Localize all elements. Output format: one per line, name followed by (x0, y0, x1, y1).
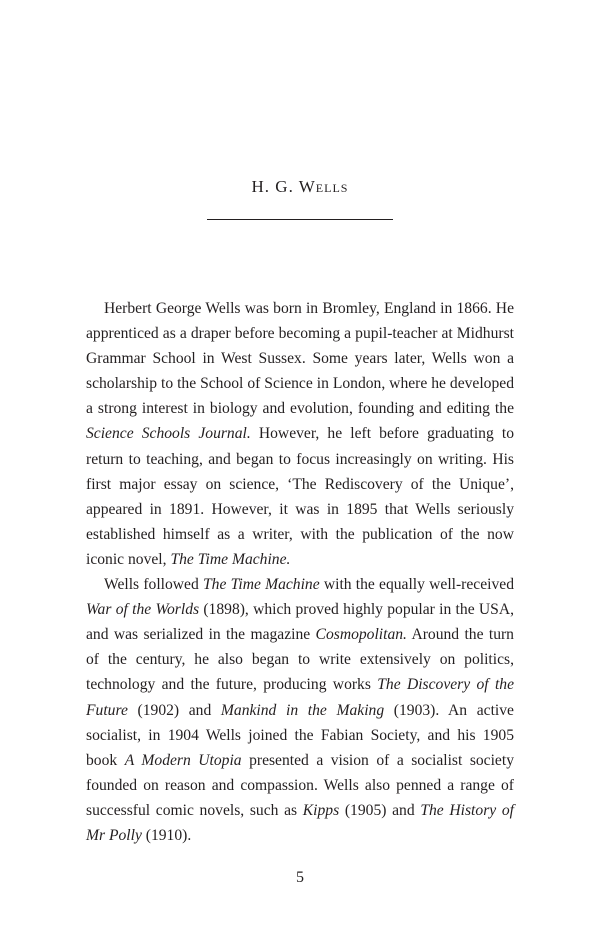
italic-title: The History of Mr Polly (86, 801, 514, 844)
italic-title: War of the Worlds (86, 601, 200, 619)
text-run: Herbert George Wells was born in Bromley, England in 1866. He apprenticed as a draper before becoming a pupil-teacher at Midhurst Grammar School in West Sussex. Some years later, Wells won a scholarship to the School of Science in London, where he developed a strong interest in biology and evolution, founding and editing the (86, 300, 514, 418)
italic-title: A Modern Utopia (124, 751, 242, 769)
italic-title: Kipps (302, 801, 340, 819)
text-run: (1902) and (127, 701, 221, 719)
text-run: (1898), which proved highly popular in the USA, and was serialized in the magazine (86, 601, 514, 644)
italic-title: Mankind in the Making (220, 701, 385, 719)
italic-title: The Time Machine. (170, 550, 291, 568)
paragraph (86, 572, 514, 848)
text-run: (1903). An active socialist, in 1904 Wells joined the Fabian Society, and his 1905 book (86, 701, 514, 769)
italic-title: The Discovery of the Future (86, 676, 514, 719)
italic-title: Cosmopolitan. (315, 626, 407, 644)
text-run: (1905) and (339, 801, 421, 819)
paragraph (86, 296, 514, 572)
text-run: with the equally well-received (319, 576, 514, 594)
page-title: H. G. Wells (251, 177, 349, 196)
text-run: However, he left before graduating to return to teaching, and began to focus increasingly on writing. His first major essay on science, ‘The Rediscovery of the Unique’, appeared in 1891. However, it was in 1895 that Wells seriously established himself as a writer, with the publication of the now iconic novel, (86, 425, 515, 568)
text-run: (1910). (141, 826, 192, 844)
body-text (86, 296, 514, 848)
text-run: Around the turn of the century, he also began to write extensively on politics, technology and the future, producing works (86, 626, 514, 694)
italic-title: Science Schools Journal. (86, 425, 251, 443)
page-number: 5 (296, 869, 304, 886)
italic-title: The Time Machine (202, 576, 320, 594)
text-run: presented a vision of a socialist society founded on reason and compassion. Wells also penned a range of successful comic novels, such as (86, 751, 514, 819)
text-run: Wells followed (104, 576, 203, 594)
title-divider (207, 219, 393, 220)
